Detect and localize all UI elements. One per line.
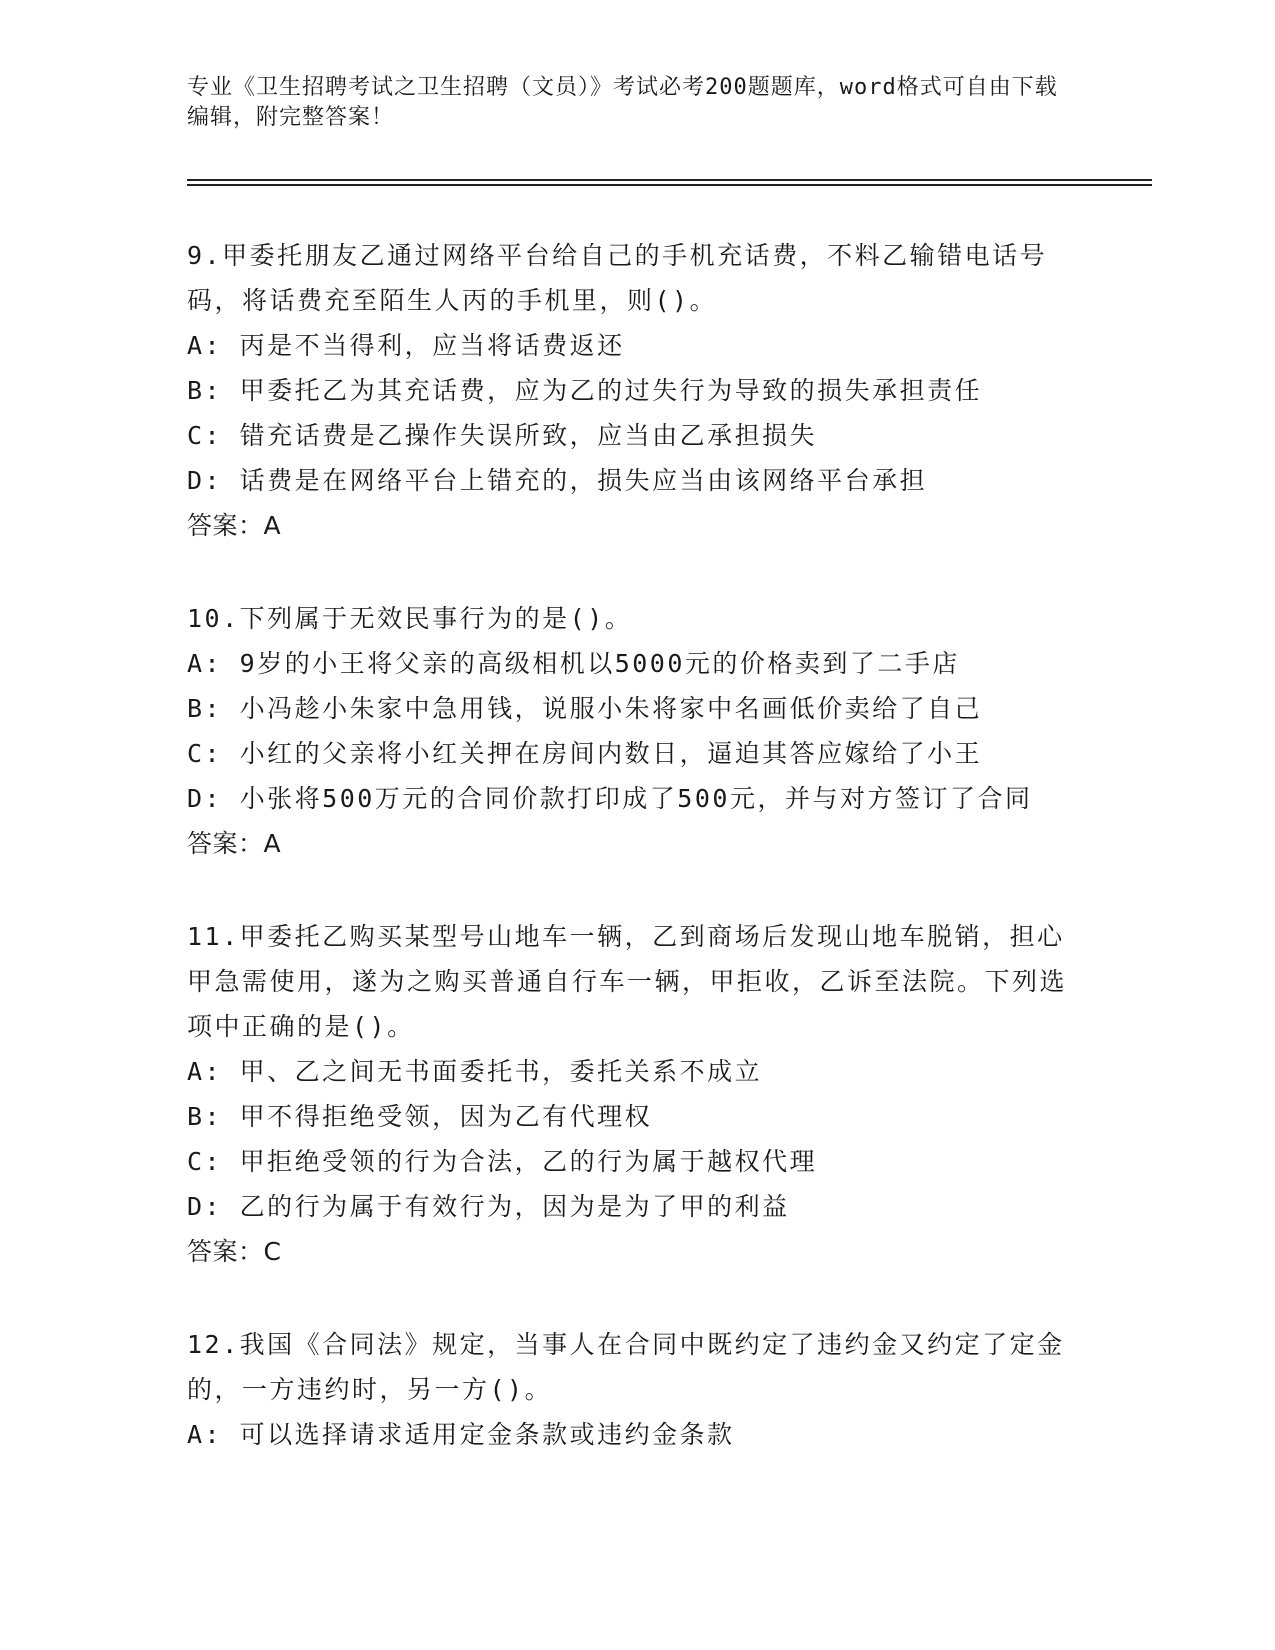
question-stem: 11.甲委托乙购买某型号山地车一辆，乙到商场后发现山地车脱销，担心甲急需使用，遂为之购买普通自行车一辆，甲拒收，乙诉至法院。下列选项中正确的是()。 [187, 922, 1068, 1041]
option-a: A: 9岁的小王将父亲的高级相机以5000元的价格卖到了二手店 [187, 649, 960, 678]
question-10 [187, 596, 1067, 866]
option-c: C: 小红的父亲将小红关押在房间内数日，逼迫其答应嫁给了小王 [187, 739, 983, 768]
question-stem: 12.我国《合同法》规定，当事人在合同中既约定了违约金又约定了定金的，一方违约时，另一方()。 [187, 1330, 1065, 1404]
option-c: C: 错充话费是乙操作失误所致，应当由乙承担损失 [187, 421, 818, 450]
option-b: B: 甲不得拒绝受领，因为乙有代理权 [187, 1102, 653, 1131]
answer-line: 答案：A [187, 829, 282, 858]
header-intro-text: 专业《卫生招聘考试之卫生招聘（文员）》考试必考200题题库，word格式可自由下载编辑，附完整答案！ [187, 75, 1058, 130]
question-9 [187, 233, 1067, 548]
header-divider-top [187, 179, 1152, 181]
header-divider-bottom [187, 184, 1152, 186]
question-stem: 10.下列属于无效民事行为的是()。 [187, 604, 633, 633]
question-12 [187, 1322, 1067, 1457]
option-d: D: 小张将500万元的合同价款打印成了500元，并与对方签订了合同 [187, 784, 1033, 813]
option-d: D: 话费是在网络平台上错充的，损失应当由该网络平台承担 [187, 466, 928, 495]
option-a: A: 甲、乙之间无书面委托书，委托关系不成立 [187, 1057, 763, 1086]
question-stem: 9.甲委托朋友乙通过网络平台给自己的手机充话费，不料乙输错电话号码，将话费充至陌生人丙的手机里，则()。 [187, 241, 1048, 315]
answer-line: 答案：A [187, 511, 282, 540]
option-a: A: 可以选择请求适用定金条款或违约金条款 [187, 1420, 735, 1449]
answer-line: 答案：C [187, 1237, 282, 1266]
document-header [187, 73, 1067, 133]
option-c: C: 甲拒绝受领的行为合法，乙的行为属于越权代理 [187, 1147, 818, 1176]
option-b: B: 甲委托乙为其充话费，应为乙的过失行为导致的损失承担责任 [187, 376, 983, 405]
option-b: B: 小冯趁小朱家中急用钱，说服小朱将家中名画低价卖给了自己 [187, 694, 983, 723]
question-11 [187, 914, 1067, 1274]
option-a: A: 丙是不当得利，应当将话费返还 [187, 331, 625, 360]
option-d: D: 乙的行为属于有效行为，因为是为了甲的利益 [187, 1192, 790, 1221]
